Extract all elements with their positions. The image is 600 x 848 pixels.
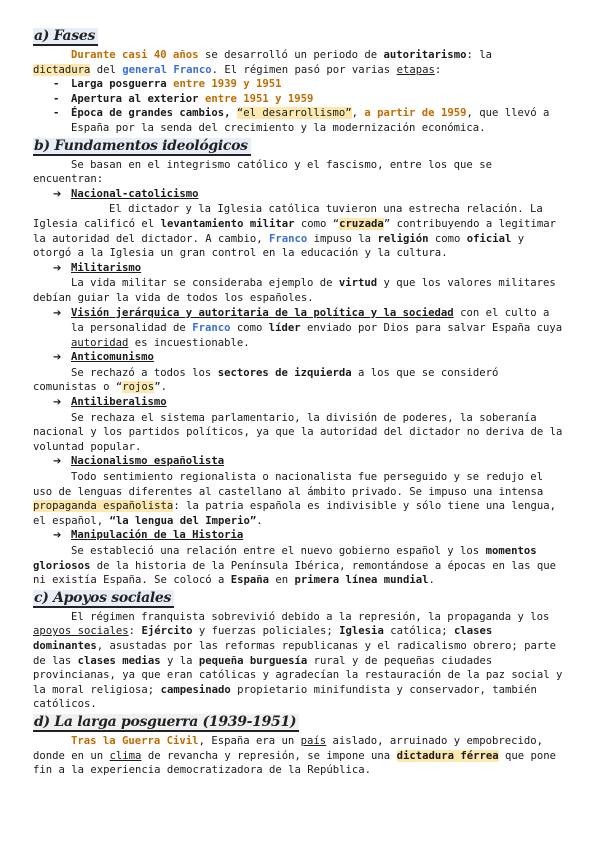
text-span: como: [230, 322, 269, 335]
nacionalismo-text: [33, 470, 563, 528]
text-span: clases dominantes: [33, 625, 493, 652]
text-span: Nacional-catolicismo: [71, 187, 199, 200]
text-span: . El régimen pasó por varias: [211, 63, 397, 76]
text-span: con el culto a la personalidad de: [71, 306, 550, 335]
arrow-right-icon: ➔: [53, 188, 62, 200]
text-span: Época de grandes cambios,: [71, 107, 237, 120]
text-span: del: [90, 63, 123, 76]
text-span: oficial: [466, 232, 512, 245]
text-span: Militarismo: [71, 261, 142, 274]
nacional-catolicismo-heading: [33, 187, 563, 203]
text-span: como: [428, 232, 467, 245]
section-apoyos: [33, 590, 563, 712]
text-span: de la historia de la Península Ibérica, remontándose a épocas en las que ni existía España. Se colocó a: [33, 559, 556, 587]
text-span: Visión jerárquica y autoritaria de la política y la sociedad: [71, 306, 454, 319]
text-span: etapas: [396, 63, 435, 76]
text-span: religión: [377, 232, 429, 245]
section-fundamentos: [33, 138, 563, 588]
text-span: .: [256, 514, 263, 527]
text-span: sectores de izquierda: [217, 366, 352, 379]
text-span: entre 1939 y 1951: [173, 78, 282, 91]
text-span: en: [269, 574, 295, 587]
text-span: rojos: [122, 381, 155, 394]
manipulacion-text: [33, 544, 563, 588]
arrow-right-icon: ➔: [53, 530, 62, 542]
anticomunismo-heading: [33, 350, 563, 366]
text-span: se desarrolló un periodo de: [198, 49, 384, 61]
fundamentos-intro: Se basan en el integrismo católico y el fascismo, entre los que se encuentran:: [33, 158, 492, 186]
text-span: Se estableció una relación entre el nuevo gobierno español y los: [71, 545, 486, 557]
text-span: y fuerzas policiales;: [192, 625, 340, 638]
heading-apoyos: c) Apoyos sociales: [33, 590, 174, 608]
arrow-right-icon: ➔: [53, 352, 62, 364]
text-span: propaganda españolista: [33, 500, 174, 513]
text-span: primera línea mundial: [294, 574, 429, 587]
text-span: El dictador y la Iglesia católica tuvieron una estrecha relación. La Iglesia calificó el: [33, 203, 543, 230]
text-span: :: [128, 625, 142, 638]
apoyos-text: [33, 610, 563, 712]
text-span: es incuestionable.: [128, 336, 250, 349]
text-span: : la: [466, 49, 492, 61]
text-span: Larga posguerra: [71, 78, 174, 91]
text-span: Ejército: [141, 625, 193, 638]
text-span: a los que se consideró comunistas o “: [33, 366, 499, 394]
antiliberalismo-heading: [33, 395, 563, 411]
militarismo-heading: [33, 261, 563, 277]
document-page: [33, 28, 563, 780]
text-span: España: [230, 574, 269, 587]
text-span: y que los valores militares debían guiar la vida de todos los españoles.: [33, 277, 556, 304]
antiliberalismo-text: Se rechaza el sistema parlamentario, la división de poderes, la soberanía nacional y los partidos políticos, ya que la autoridad del dictador no deriva de la voluntad popular.: [33, 411, 563, 453]
text-span: apoyos sociales: [33, 625, 129, 638]
text-span: católica;: [383, 625, 454, 638]
text-span: dictadura férrea: [396, 749, 499, 762]
arrow-right-icon: ➔: [53, 307, 62, 319]
text-span: “la lengua del Imperio”: [109, 514, 257, 527]
section-fases: [33, 28, 563, 136]
text-span: Manipulación de la Historia: [71, 529, 244, 542]
text-span: “el desarrollismo”: [236, 107, 352, 120]
text-span: , España era un: [198, 734, 301, 747]
fases-list: [33, 77, 563, 135]
text-span: Antiliberalismo: [71, 396, 167, 409]
text-span: campesinado: [160, 683, 231, 696]
list-item: [33, 92, 563, 107]
text-span: país: [300, 734, 327, 747]
text-span: aislado, arruinado y empobrecido, donde en un: [33, 734, 543, 762]
text-span: Apertura al exterior: [71, 92, 205, 105]
text-span: ,: [351, 107, 365, 120]
nacional-catolicismo-text: [33, 202, 563, 260]
arrow-right-icon: ➔: [53, 397, 62, 409]
text-span: impuso la: [307, 232, 378, 245]
text-span: La vida militar se consideraba ejemplo de: [71, 277, 339, 290]
text-span: general Franco: [122, 63, 212, 76]
heading-fases: a) Fases: [33, 28, 98, 46]
text-span: enviado por Dios para salvar España cuya: [300, 322, 563, 335]
text-span: .: [428, 574, 435, 587]
text-span: de revancha y represión, se impone una: [141, 749, 397, 762]
text-span: y otorgó a la Iglesia un gran control en la educación y la cultura.: [33, 232, 525, 260]
text-span: Franco: [269, 232, 308, 245]
arrow-right-icon: ➔: [53, 456, 62, 468]
text-span: :: [434, 63, 442, 76]
list-item: [33, 106, 563, 135]
text-span: Franco: [192, 322, 231, 335]
text-span: y la: [160, 654, 199, 667]
text-span: Nacionalismo españolista: [71, 455, 225, 468]
text-span: Tras la Guerra Civil: [71, 734, 199, 747]
militarismo-text: [33, 276, 563, 305]
text-span: cruzada: [339, 217, 384, 230]
text-span: momentos gloriosos: [33, 545, 537, 572]
text-span: Iglesia: [339, 625, 384, 638]
text-span: levantamiento militar: [160, 217, 295, 230]
heading-larga-posguerra: d) La larga posguerra (1939-1951): [33, 714, 299, 732]
text-span: Durante casi 40 años: [71, 49, 199, 61]
text-span: Anticomunismo: [71, 351, 154, 364]
text-span: ” contribuyendo a legitimar la autoridad del dictador. A cambio,: [33, 217, 557, 245]
text-span: que pone fin a la experiencia democratizadora de la República.: [33, 749, 557, 777]
text-span: entre 1951 y 1959: [204, 92, 314, 105]
text-span: : la patria española es indivisible y sólo tiene una lengua, el español,: [33, 500, 557, 527]
text-span: clases medias: [77, 654, 161, 667]
nacionalismo-heading: [33, 454, 563, 470]
list-item: [33, 77, 563, 92]
text-span: ”.: [154, 381, 167, 394]
heading-fundamentos: b) Fundamentos ideológicos: [33, 138, 251, 156]
text-span: clima: [109, 749, 142, 762]
text-span: dictadura: [33, 63, 91, 76]
fases-paragraph: [33, 48, 563, 77]
vision-jerarquica-item: [33, 306, 563, 351]
text-span: virtud: [338, 277, 378, 290]
text-span: , que llevó a España por la senda del crecimiento y la modernización económica.: [71, 107, 550, 134]
text-span: a partir de 1959: [364, 107, 467, 120]
manipulacion-heading: [33, 528, 563, 544]
larga-posguerra-text: [33, 734, 563, 778]
text-span: , asustadas por las reformas republicanas y el radicalismo obrero; parte de las: [33, 639, 556, 667]
text-span: El régimen franquista sobrevivió debido a la represión, la propaganda y los: [71, 610, 550, 623]
anticomunismo-text: [33, 366, 563, 395]
text-span: líder: [268, 322, 301, 335]
text-span: pequeña burguesía: [198, 654, 308, 667]
text-span: Se rechazó a todos los: [71, 366, 218, 379]
text-span: propietario minifundista y conservador, también católicos.: [33, 683, 537, 711]
section-larga-posguerra: [33, 714, 563, 778]
text-span: rural y de pequeñas ciudades provincianas, ya que eran católicas y agradecían la restauración de la paz social y la moral religiosa;: [33, 654, 563, 696]
text-span: como “: [294, 217, 340, 230]
text-span: autoridad: [71, 336, 129, 349]
text-span: Todo sentimiento regionalista o nacionalista fue perseguido y se redujo el uso de lenguas diferentes al castellano al ámbito privado. Se impuso una intensa: [33, 471, 544, 498]
arrow-right-icon: ➔: [53, 262, 62, 274]
text-span: autoritarismo: [383, 49, 467, 61]
